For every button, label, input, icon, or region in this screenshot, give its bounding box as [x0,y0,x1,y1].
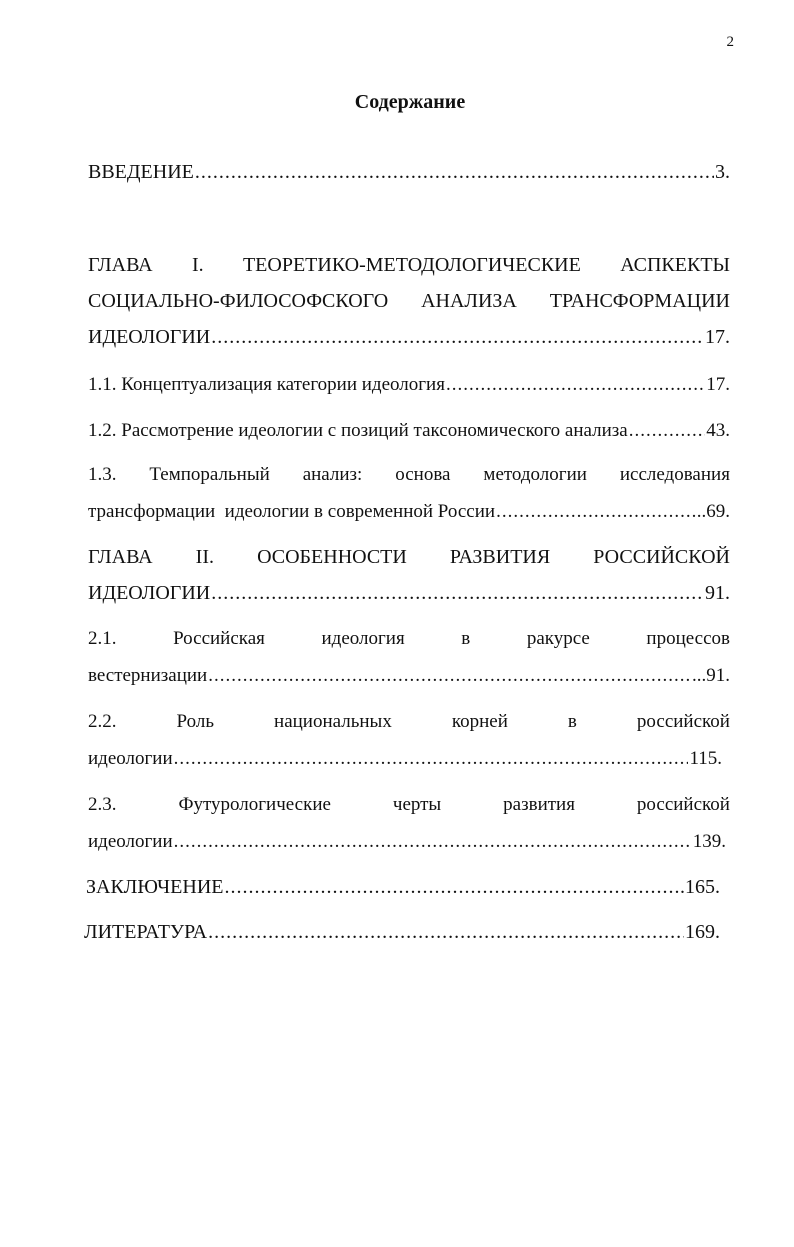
toc-entry-page: 115. [689,748,722,769]
toc-entry-page: 17. [706,374,730,395]
toc-word: ГЛАВА [88,254,153,276]
toc-word: развития [503,794,575,815]
toc-entry-literature [84,920,720,944]
toc-word: РАЗВИТИЯ [449,546,551,568]
toc-section-2-1-line-2 [88,664,730,688]
toc-word: в [461,628,471,649]
toc-word: в [567,711,577,732]
toc-entry-page: ..69. [696,501,730,522]
toc-chapter-2-line-2 [88,581,730,605]
toc-section-1-3-line-2 [88,500,730,524]
toc-word: процессов [646,628,730,649]
toc-chapter-1-line-1 [88,253,730,277]
toc-section-2-2-line-1 [88,710,730,734]
toc-entry-introduction [88,160,730,184]
toc-word: II. [195,546,214,568]
toc-entry-title: 1.2. Рассмотрение идеологии с позиций таксономического анализа [88,420,628,441]
toc-section-1-3-line-1 [88,463,730,487]
toc-entry-title: ИДЕОЛОГИИ [88,582,211,604]
toc-entry-page: ...91. [692,665,730,686]
toc-entry-title: вестернизации [88,665,208,686]
toc-entry-page: 17. [705,326,730,348]
dot-leader [195,160,714,184]
toc-entry-title: ЗАКЛЮЧЕНИЕ [86,876,224,898]
toc-word: ТЕОРЕТИКО-МЕТОДОЛОГИЧЕСКИЕ [242,254,581,276]
dot-leader [208,664,691,688]
toc-entry-page: 43. [706,420,730,441]
toc-word: ракурсе [526,628,590,649]
toc-word: СОЦИАЛЬНО-ФИЛОСОФСКОГО [88,290,389,312]
toc-chapter-1-line-2 [88,289,730,313]
dot-leader [211,581,704,605]
dot-leader [224,875,679,899]
toc-word: Роль [176,711,215,732]
dot-leader [211,325,704,349]
toc-word: национальных [274,711,392,732]
toc-chapter-2-line-1 [88,545,730,569]
toc-entry-title: идеологии [88,831,173,852]
toc-section-2-2-line-2 [88,747,722,771]
dot-leader [174,747,689,771]
toc-section-2-1-line-1 [88,627,730,651]
toc-chapter-1-line-3 [88,325,730,349]
dot-leader [496,500,696,524]
toc-entry-title: ВВЕДЕНИЕ [88,161,194,183]
page-title: Содержание [354,91,466,113]
page-number: 2 [726,34,734,50]
toc-entry-page: 139. [692,831,726,852]
toc-entry-title: идеологии [88,748,173,769]
toc-word: ГЛАВА [88,546,153,568]
toc-word: ТРАНСФОРМАЦИИ [549,290,730,312]
toc-entry-page: 91. [705,582,730,604]
toc-entry-title: трансформации идеологии в современной России [88,501,496,522]
toc-word: российской [636,711,730,732]
dot-leader [174,830,692,854]
toc-word: анализ: [302,464,363,485]
toc-entry-page: .165. [680,876,720,898]
toc-word: черты [392,794,442,815]
toc-entry-page: 3. [715,161,730,183]
toc-word: АСПКЕКТЫ [620,254,730,276]
toc-word: Темпоральный [149,464,270,485]
toc-word: Российская [173,628,265,649]
toc-word: I. [191,254,204,276]
dot-leader [446,373,705,397]
toc-word: ОСОБЕННОСТИ [257,546,407,568]
toc-word: основа [395,464,451,485]
toc-entry-page: 169. [685,921,720,943]
toc-entry-title: ИДЕОЛОГИИ [88,326,211,348]
toc-word: 2.1. [88,628,117,649]
toc-word: методологии [483,464,587,485]
toc-word: АНАЛИЗА [421,290,517,312]
toc-word: 2.3. [88,794,117,815]
toc-section-1-1 [88,373,730,397]
toc-entry-title: ЛИТЕРАТУРА [84,921,208,943]
toc-section-1-2 [88,419,730,443]
toc-word: корней [451,711,508,732]
toc-word: РОССИЙСКОЙ [593,546,730,568]
toc-word: 1.3. [88,464,117,485]
dot-leader [629,419,706,443]
toc-word: идеология [321,628,405,649]
dot-leader [208,920,684,944]
toc-word: 2.2. [88,711,117,732]
toc-word: исследования [619,464,730,485]
toc-word: российской [636,794,730,815]
toc-section-2-3-line-1 [88,793,730,817]
toc-entry-title: 1.1. Концептуализация категории идеология [88,374,445,395]
toc-section-2-3-line-2 [88,830,726,854]
toc-entry-conclusion [86,875,720,899]
toc-word: Футурологические [178,794,331,815]
